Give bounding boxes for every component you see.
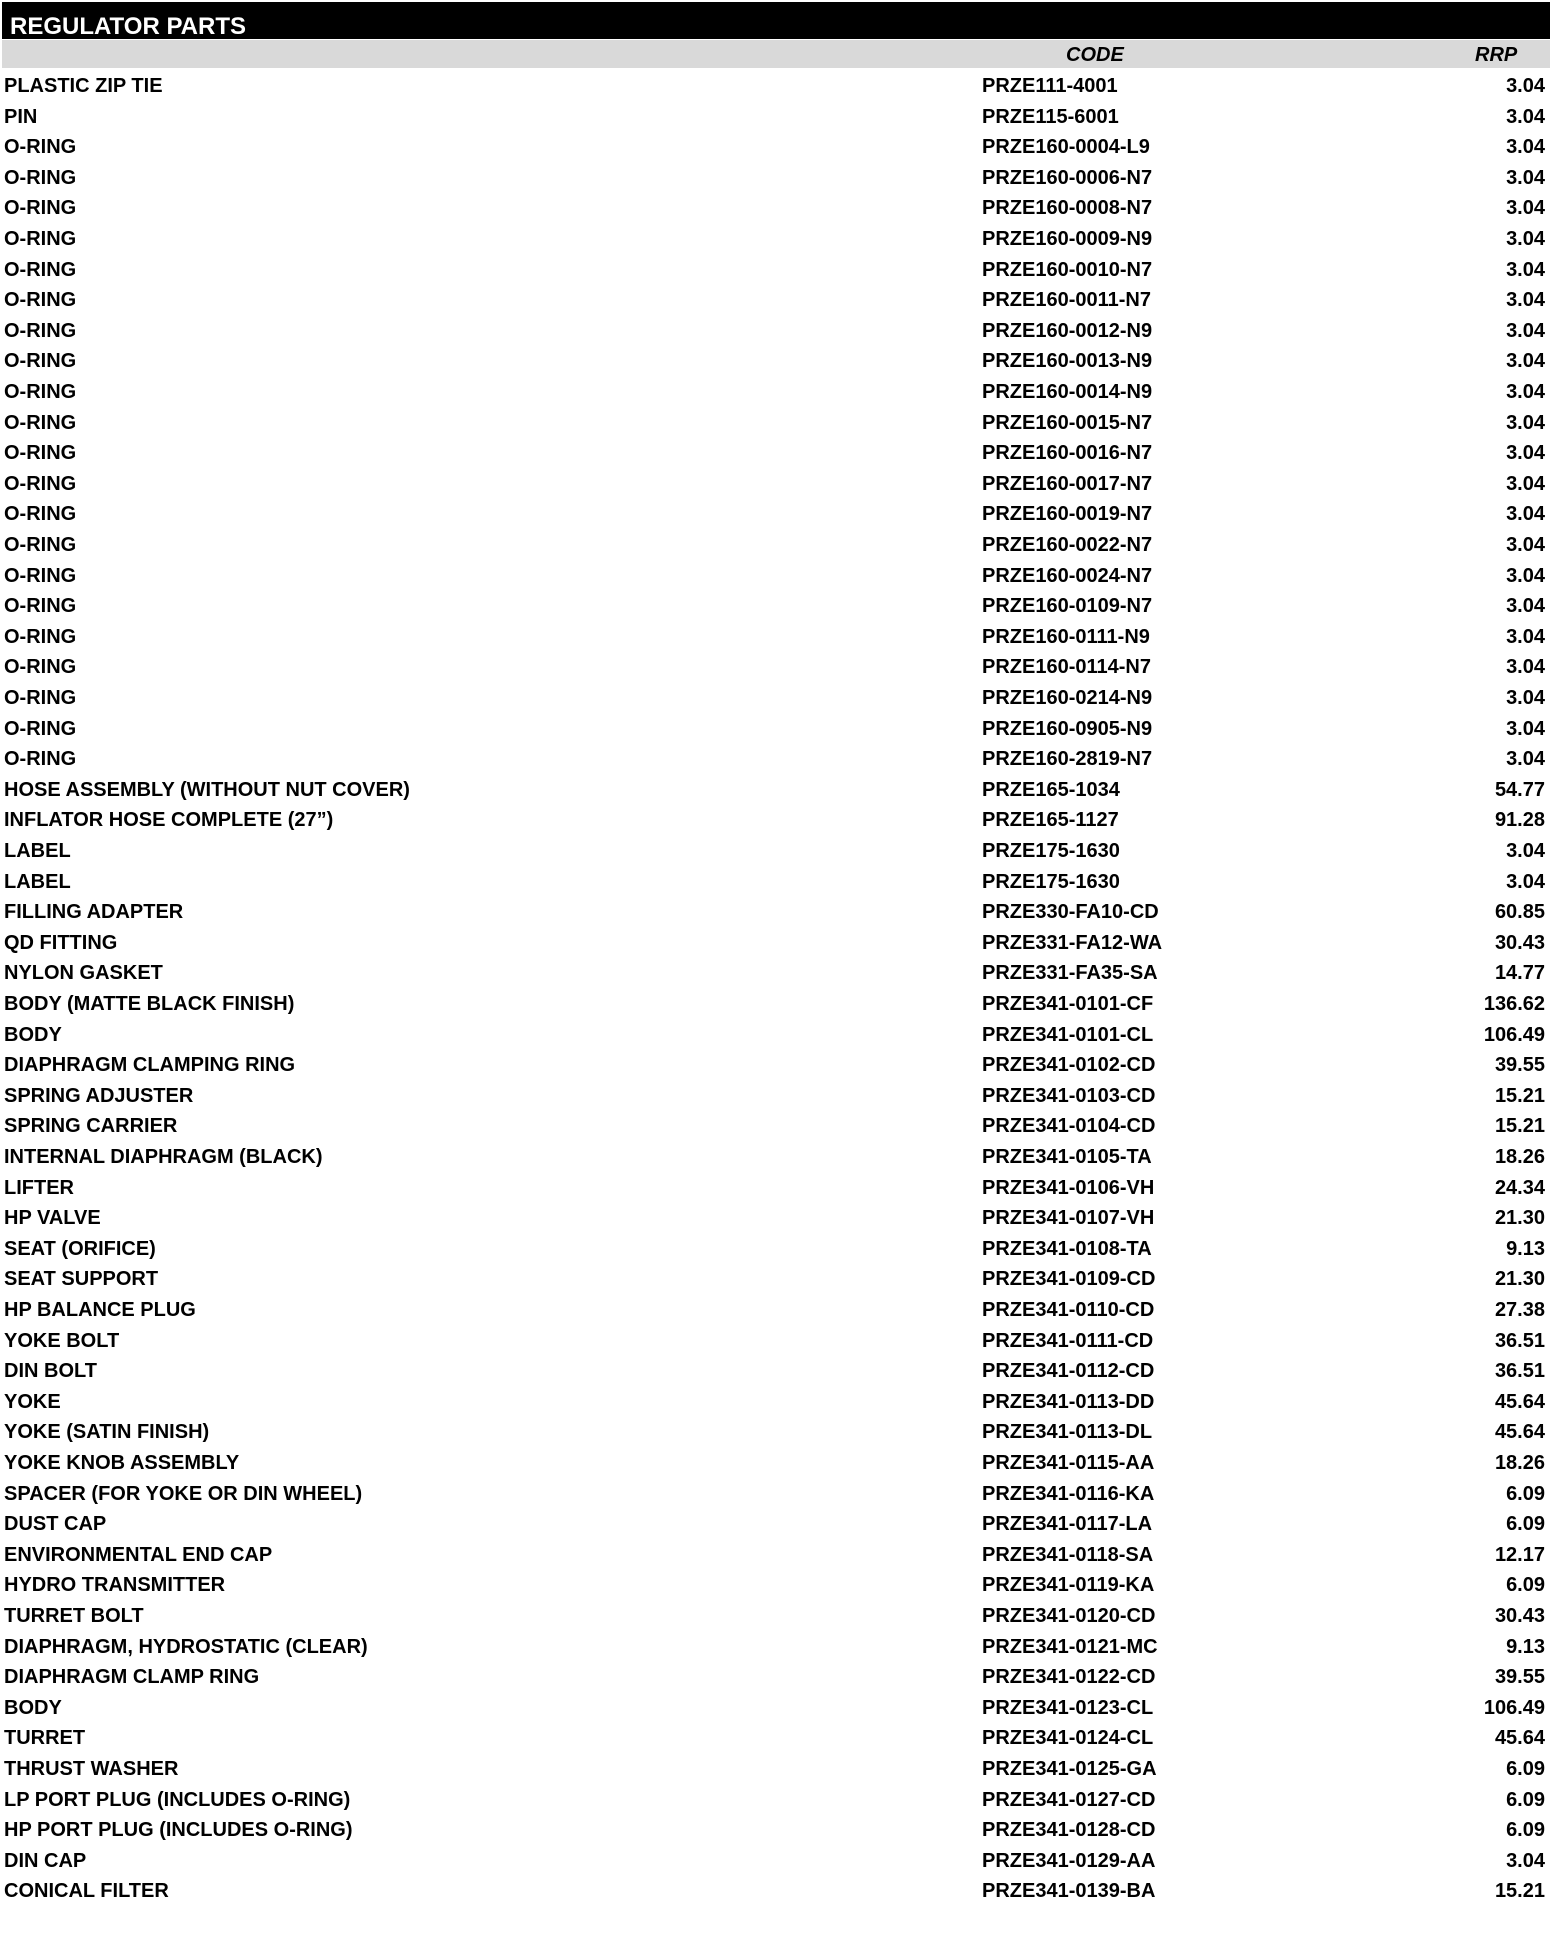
part-code: PRZE115-6001	[982, 105, 1119, 128]
part-code: PRZE165-1034	[982, 778, 1120, 801]
part-name: DIAPHRAGM CLAMP RING	[4, 1666, 260, 1689]
part-rrp: 3.04	[1506, 166, 1545, 189]
part-code: PRZE341-0125-GA	[982, 1758, 1157, 1780]
table-row	[0, 1326, 1553, 1357]
part-name: O-RING	[4, 656, 77, 679]
part-code: PRZE341-0104-CD	[982, 1115, 1156, 1138]
part-name: DIN BOLT	[4, 1360, 97, 1383]
part-name: BODY (MATTE BLACK FINISH)	[4, 993, 295, 1015]
part-rrp: 36.51	[1494, 1360, 1545, 1383]
table-row	[0, 1234, 1553, 1265]
part-code: PRZE160-0114-N7	[982, 656, 1151, 679]
part-name: LIFTER	[4, 1176, 74, 1199]
part-rrp: 3.04	[1506, 411, 1545, 434]
part-name: THRUST WASHER	[4, 1758, 179, 1780]
column-header-code: CODE	[1066, 44, 1124, 66]
part-name: QD FITTING	[4, 931, 118, 954]
table-row	[0, 1173, 1553, 1204]
part-code: PRZE160-0008-N7	[982, 197, 1153, 220]
table-row	[0, 132, 1553, 163]
part-code: PRZE341-0118-SA	[982, 1543, 1154, 1566]
sheet-title: REGULATOR PARTS	[2, 2, 1550, 39]
part-rrp: 3.04	[1506, 350, 1545, 373]
part-name: FILLING ADAPTER	[4, 901, 184, 924]
part-code: PRZE160-0011-N7	[982, 289, 1151, 312]
part-code: PRZE341-0107-VH	[982, 1207, 1155, 1230]
part-code: PRZE341-0139-BA	[982, 1880, 1156, 1903]
table-row	[0, 714, 1553, 745]
part-rrp: 3.04	[1506, 105, 1545, 128]
part-code: PRZE341-0123-CL	[982, 1696, 1154, 1719]
part-code: PRZE341-0106-VH	[982, 1176, 1155, 1199]
part-name: O-RING	[4, 350, 77, 373]
part-name: O-RING	[4, 136, 77, 159]
part-rrp: 6.09	[1506, 1513, 1545, 1536]
part-rrp: 45.64	[1494, 1421, 1545, 1444]
table-row	[0, 469, 1553, 500]
part-name: SPACER (FOR YOKE OR DIN WHEEL)	[4, 1482, 363, 1505]
table-row	[0, 622, 1553, 653]
part-name: NYLON GASKET	[4, 962, 163, 985]
table-row	[0, 438, 1553, 469]
part-code: PRZE341-0117-LA	[982, 1513, 1153, 1536]
table-row	[0, 1509, 1553, 1540]
table-row	[0, 1142, 1553, 1173]
table-row	[0, 1387, 1553, 1418]
table-row	[0, 1601, 1553, 1632]
table-row	[0, 836, 1553, 867]
part-name: O-RING	[4, 319, 77, 342]
part-rrp: 30.43	[1494, 931, 1545, 954]
part-rrp: 6.09	[1506, 1819, 1545, 1842]
part-name: O-RING	[4, 748, 77, 771]
table-row	[0, 591, 1553, 622]
part-name: O-RING	[4, 534, 77, 556]
part-rrp: 3.04	[1506, 75, 1545, 97]
part-name: PIN	[4, 105, 38, 128]
part-name: HP BALANCE PLUG	[4, 1299, 196, 1321]
table-row	[0, 805, 1553, 836]
part-code: PRZE175-1630	[982, 870, 1120, 893]
part-rrp: 3.04	[1506, 595, 1545, 618]
part-rrp: 3.04	[1506, 136, 1545, 159]
part-code: PRZE331-FA35-SA	[982, 962, 1158, 985]
part-name: HOSE ASSEMBLY (WITHOUT NUT COVER)	[4, 778, 410, 801]
part-name: O-RING	[4, 258, 77, 281]
table-row	[0, 1020, 1553, 1051]
part-rrp: 9.13	[1506, 1635, 1545, 1658]
table-row	[0, 1662, 1553, 1693]
part-name: DIAPHRAGM, HYDROSTATIC (CLEAR)	[4, 1635, 368, 1658]
part-code: PRZE341-0105-TA	[982, 1146, 1152, 1168]
table-row	[0, 867, 1553, 898]
table-row	[0, 224, 1553, 255]
table-row	[0, 1846, 1553, 1877]
part-code: PRZE341-0110-CD	[982, 1299, 1155, 1321]
part-name: O-RING	[4, 595, 77, 618]
part-code: PRZE341-0113-DD	[982, 1390, 1155, 1413]
table-row	[0, 1479, 1553, 1510]
part-name: YOKE (SATIN FINISH)	[4, 1421, 210, 1444]
part-rrp: 3.04	[1506, 289, 1545, 312]
part-code: PRZE111-4001	[982, 75, 1118, 97]
table-row	[0, 897, 1553, 928]
part-name: SEAT (ORIFICE)	[4, 1237, 156, 1260]
part-rrp: 6.09	[1506, 1758, 1545, 1780]
part-name: O-RING	[4, 687, 77, 709]
table-row	[0, 1356, 1553, 1387]
part-rrp: 6.09	[1506, 1482, 1545, 1505]
part-rrp: 3.04	[1506, 228, 1545, 250]
part-code: PRZE165-1127	[982, 809, 1119, 832]
table-row	[0, 1754, 1553, 1785]
table-row	[0, 530, 1553, 561]
table-row	[0, 1448, 1553, 1479]
table-row	[0, 1295, 1553, 1326]
part-rrp: 24.34	[1494, 1176, 1545, 1199]
part-rrp: 3.04	[1506, 381, 1545, 403]
part-name: TURRET	[4, 1727, 86, 1750]
part-code: PRZE341-0108-TA	[982, 1237, 1152, 1260]
part-code: PRZE175-1630	[982, 840, 1120, 862]
part-code: PRZE341-0128-CD	[982, 1819, 1156, 1842]
part-code: PRZE341-0113-DL	[982, 1421, 1153, 1444]
part-name: BODY	[4, 1696, 62, 1719]
part-code: PRZE160-2819-N7	[982, 748, 1153, 771]
part-rrp: 3.04	[1506, 534, 1545, 556]
part-rrp: 15.21	[1494, 1880, 1545, 1903]
part-name: DIN CAP	[4, 1849, 87, 1872]
table-row	[0, 1264, 1553, 1295]
part-code: PRZE341-0124-CL	[982, 1727, 1154, 1750]
part-code: PRZE160-0019-N7	[982, 503, 1153, 526]
part-name: SEAT SUPPORT	[4, 1268, 159, 1291]
part-code: PRZE160-0009-N9	[982, 228, 1153, 250]
table-row	[0, 1693, 1553, 1724]
part-name: PLASTIC ZIP TIE	[4, 75, 163, 97]
part-rrp: 3.04	[1506, 472, 1545, 495]
part-name: O-RING	[4, 289, 77, 312]
table-row	[0, 1081, 1553, 1112]
part-rrp: 3.04	[1506, 197, 1545, 220]
part-name: YOKE KNOB ASSEMBLY	[4, 1452, 240, 1474]
part-rrp: 3.04	[1506, 717, 1545, 740]
part-code: PRZE160-0010-N7	[982, 258, 1153, 281]
part-rrp: 3.04	[1506, 564, 1545, 587]
part-rrp: 21.30	[1494, 1207, 1545, 1230]
part-name: O-RING	[4, 564, 77, 587]
part-code: PRZE160-0016-N7	[982, 442, 1153, 465]
part-name: HP VALVE	[4, 1207, 101, 1230]
table-row	[0, 652, 1553, 683]
table-row	[0, 1417, 1553, 1448]
table-row	[0, 316, 1553, 347]
part-name: O-RING	[4, 625, 77, 648]
part-rrp: 45.64	[1494, 1390, 1545, 1413]
part-rrp: 21.30	[1494, 1268, 1545, 1291]
part-name: DUST CAP	[4, 1513, 107, 1536]
part-rrp: 136.62	[1483, 993, 1545, 1015]
part-name: YOKE BOLT	[4, 1329, 120, 1352]
part-name: LP PORT PLUG (INCLUDES O-RING)	[4, 1788, 351, 1811]
table-row	[0, 1723, 1553, 1754]
part-name: HP PORT PLUG (INCLUDES O-RING)	[4, 1819, 353, 1842]
part-rrp: 15.21	[1494, 1115, 1545, 1138]
part-name: SPRING CARRIER	[4, 1115, 178, 1138]
part-rrp: 39.55	[1494, 1054, 1545, 1077]
table-row	[0, 102, 1553, 133]
part-name: DIAPHRAGM CLAMPING RING	[4, 1054, 296, 1077]
part-code: PRZE160-0024-N7	[982, 564, 1153, 587]
part-code: PRZE341-0116-KA	[982, 1482, 1155, 1505]
part-name: TURRET BOLT	[4, 1605, 144, 1627]
part-name: O-RING	[4, 411, 77, 434]
table-row	[0, 1570, 1553, 1601]
part-rrp: 18.26	[1494, 1452, 1545, 1474]
column-header-row	[2, 40, 1550, 68]
part-rrp: 3.04	[1506, 442, 1545, 465]
table-row	[0, 71, 1553, 102]
table-row	[0, 561, 1553, 592]
part-rrp: 14.77	[1494, 962, 1545, 985]
table-row	[0, 1876, 1553, 1907]
table-row	[0, 377, 1553, 408]
part-rrp: 15.21	[1494, 1084, 1545, 1107]
part-name: O-RING	[4, 166, 77, 189]
table-row	[0, 1815, 1553, 1846]
part-rrp: 60.85	[1494, 901, 1545, 924]
part-name: O-RING	[4, 381, 77, 403]
part-rrp: 54.77	[1494, 778, 1545, 801]
table-row	[0, 255, 1553, 286]
part-rrp: 3.04	[1506, 625, 1545, 648]
part-rrp: 18.26	[1494, 1146, 1545, 1168]
part-rrp: 3.04	[1506, 656, 1545, 679]
part-rrp: 39.55	[1494, 1666, 1545, 1689]
part-code: PRZE160-0111-N9	[982, 625, 1150, 648]
table-row	[0, 1785, 1553, 1816]
table-row	[0, 989, 1553, 1020]
part-code: PRZE160-0013-N9	[982, 350, 1153, 373]
part-code: PRZE160-0017-N7	[982, 472, 1153, 495]
part-name: O-RING	[4, 442, 77, 465]
part-code: PRZE330-FA10-CD	[982, 901, 1159, 924]
table-row	[0, 928, 1553, 959]
part-code: PRZE160-0015-N7	[982, 411, 1153, 434]
table-row	[0, 346, 1553, 377]
part-rrp: 6.09	[1506, 1574, 1545, 1597]
part-code: PRZE341-0112-CD	[982, 1360, 1155, 1383]
part-name: INFLATOR HOSE COMPLETE (27”)	[4, 809, 334, 832]
part-rrp: 3.04	[1506, 258, 1545, 281]
part-name: SPRING ADJUSTER	[4, 1084, 194, 1107]
part-code: PRZE160-0014-N9	[982, 381, 1153, 403]
table-row	[0, 1540, 1553, 1571]
table-row	[0, 958, 1553, 989]
part-name: CONICAL FILTER	[4, 1880, 169, 1903]
part-rrp: 3.04	[1506, 319, 1545, 342]
part-code: PRZE341-0119-KA	[982, 1574, 1155, 1597]
table-row	[0, 193, 1553, 224]
part-code: PRZE341-0103-CD	[982, 1084, 1156, 1107]
part-code: PRZE160-0006-N7	[982, 166, 1153, 189]
table-row	[0, 408, 1553, 439]
part-name: O-RING	[4, 717, 77, 740]
part-code: PRZE341-0102-CD	[982, 1054, 1156, 1077]
table-row	[0, 683, 1553, 714]
part-name: HYDRO TRANSMITTER	[4, 1574, 226, 1597]
part-code: PRZE160-0214-N9	[982, 687, 1153, 709]
table-row	[0, 1203, 1553, 1234]
part-rrp: 106.49	[1483, 1696, 1545, 1719]
part-rrp: 3.04	[1506, 503, 1545, 526]
part-code: PRZE160-0004-L9	[982, 136, 1150, 159]
part-rrp: 3.04	[1506, 748, 1545, 771]
part-rrp: 45.64	[1494, 1727, 1545, 1750]
part-code: PRZE341-0101-CF	[982, 993, 1154, 1015]
part-rrp: 3.04	[1506, 840, 1545, 862]
part-code: PRZE341-0122-CD	[982, 1666, 1156, 1689]
part-code: PRZE341-0109-CD	[982, 1268, 1156, 1291]
part-name: O-RING	[4, 503, 77, 526]
part-rrp: 3.04	[1506, 687, 1545, 709]
part-code: PRZE341-0127-CD	[982, 1788, 1156, 1811]
table-row	[0, 775, 1553, 806]
part-rrp: 9.13	[1506, 1237, 1545, 1260]
part-rrp: 106.49	[1483, 1023, 1545, 1046]
part-rrp: 3.04	[1506, 870, 1545, 893]
part-name: O-RING	[4, 228, 77, 250]
table-row	[0, 499, 1553, 530]
table-row	[0, 163, 1553, 194]
part-code: PRZE160-0905-N9	[982, 717, 1153, 740]
table-row	[0, 744, 1553, 775]
part-name: O-RING	[4, 472, 77, 495]
part-code: PRZE341-0121-MC	[982, 1635, 1158, 1658]
part-name: BODY	[4, 1023, 62, 1046]
part-code: PRZE341-0111-CD	[982, 1329, 1154, 1352]
part-code: PRZE160-0109-N7	[982, 595, 1153, 618]
part-code: PRZE160-0012-N9	[982, 319, 1153, 342]
part-rrp: 3.04	[1506, 1849, 1545, 1872]
part-code: PRZE160-0022-N7	[982, 534, 1153, 556]
table-row	[0, 1050, 1553, 1081]
part-rrp: 12.17	[1494, 1543, 1545, 1566]
part-code: PRZE341-0129-AA	[982, 1849, 1156, 1872]
part-name: LABEL	[4, 870, 71, 893]
part-code: PRZE341-0101-CL	[982, 1023, 1154, 1046]
part-name: ENVIRONMENTAL END CAP	[4, 1543, 273, 1566]
part-rrp: 30.43	[1494, 1605, 1545, 1627]
part-name: O-RING	[4, 197, 77, 220]
part-code: PRZE331-FA12-WA	[982, 931, 1163, 954]
part-rrp: 27.38	[1494, 1299, 1545, 1321]
part-name: YOKE	[4, 1390, 61, 1413]
table-row	[0, 1111, 1553, 1142]
column-header-rrp: RRP	[1475, 44, 1518, 66]
part-rrp: 91.28	[1494, 809, 1545, 832]
part-name: LABEL	[4, 840, 71, 862]
part-code: PRZE341-0120-CD	[982, 1605, 1156, 1627]
table-row	[0, 285, 1553, 316]
part-rrp: 6.09	[1506, 1788, 1545, 1811]
part-rrp: 36.51	[1494, 1329, 1545, 1352]
part-name: INTERNAL DIAPHRAGM (BLACK)	[4, 1146, 323, 1168]
table-row	[0, 1632, 1553, 1663]
part-code: PRZE341-0115-AA	[982, 1452, 1155, 1474]
